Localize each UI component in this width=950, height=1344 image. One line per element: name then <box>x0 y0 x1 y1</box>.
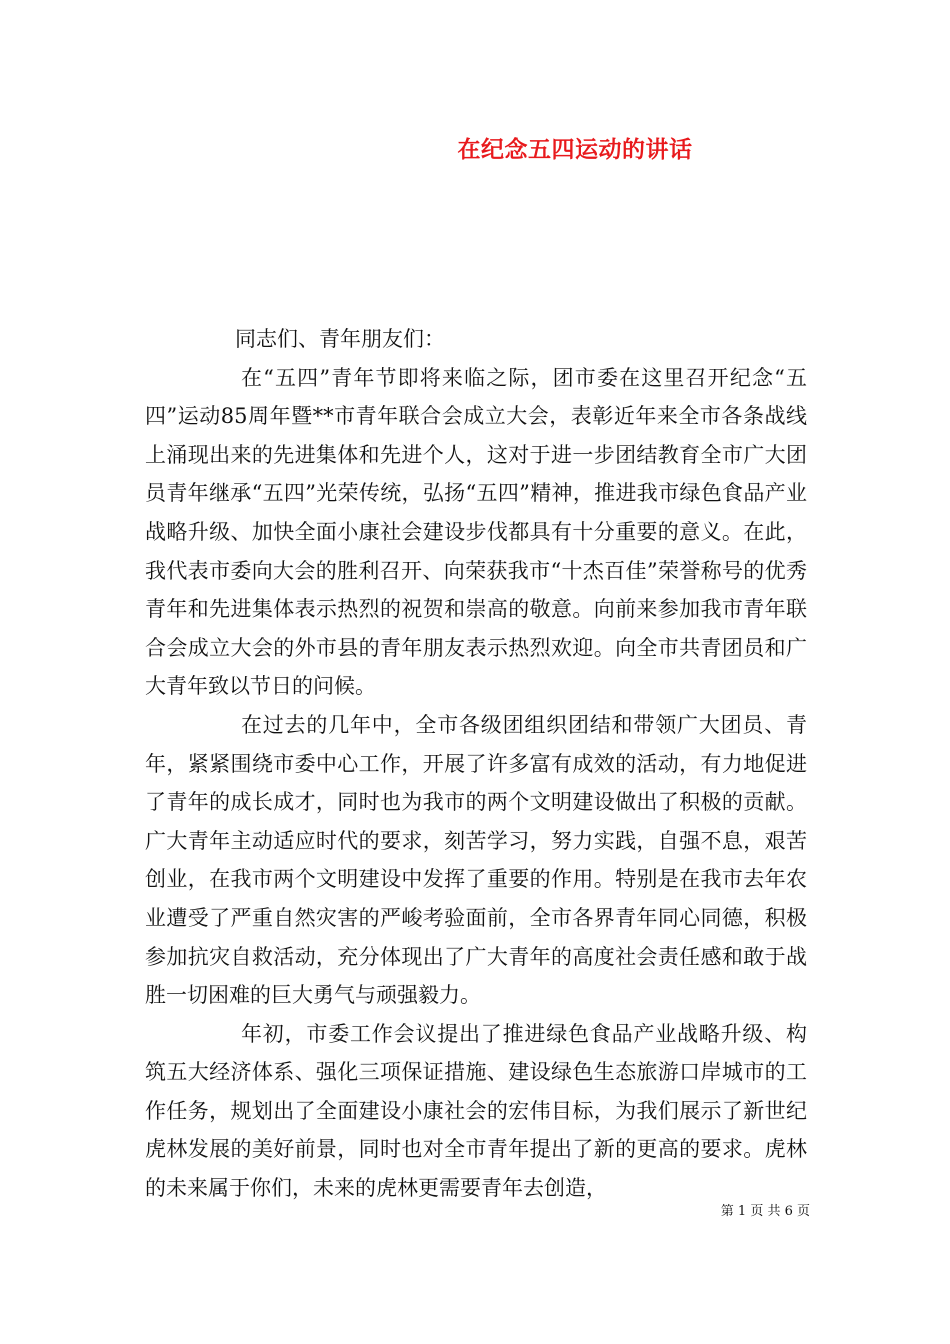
paragraph-2: 在过去的几年中，全市各级团组织团结和带领广大团员、青年，紧紧围绕市委中心工作，开展了许多富有成效的活动，有力地促进了青年的成长成才，同时也为我市的两个文明建设做出了积极的贡献。广大青年主动适应时代的要求，刻苦学习，努力实践，自强不息，艰苦创业，在我市两个文明建设中发挥了重要的作用。特别是在我市去年农业遭受了严重自然灾害的严峻考验面前，全市各界青年同心同德，积极参加抗灾自救活动，充分体现出了广大青年的高度社会责任感和敢于战胜一切困难的巨大勇气与顽强毅力。 <box>145 712 807 1008</box>
salutation: 同志们、青年朋友们： <box>235 327 445 351</box>
document-body <box>145 320 807 1208</box>
paragraph-3: 年初，市委工作会议提出了推进绿色食品产业战略升级、构筑五大经济体系、强化三项保证措施、建设绿色生态旅游口岸城市的工作任务，规划出了全面建设小康社会的宏伟目标，为我们展示了新世纪虎林发展的美好前景，同时也对全市青年提出了新的更高的要求。虎林的未来属于你们，未来的虎林更需要青年去创造， <box>145 1021 807 1201</box>
page-number-footer: 第 1 页 共 6 页 <box>720 1204 810 1219</box>
paragraph-1: 在“五四”青年节即将来临之际，团市委在这里召开纪念“五四”运动85周年暨**市青年联合会成立大会，表彰近年来全市各条战线上涌现出来的先进集体和先进个人，这对于进一步团结教育全市广大团员青年继承“五四”光荣传统，弘扬“五四”精神，推进我市绿色食品产业战略升级、加快全面小康社会建设步伐都具有十分重要的意义。在此，我代表市委向大会的胜利召开、向荣获我市“十杰百佳”荣誉称号的优秀青年和先进集体表示热烈的祝贺和崇高的敬意。向前来参加我市青年联合会成立大会的外市县的青年朋友表示热烈欢迎。向全市共青团员和广大青年致以节日的问候。 <box>145 365 807 699</box>
document-title: 在纪念五四运动的讲话 <box>457 136 693 163</box>
